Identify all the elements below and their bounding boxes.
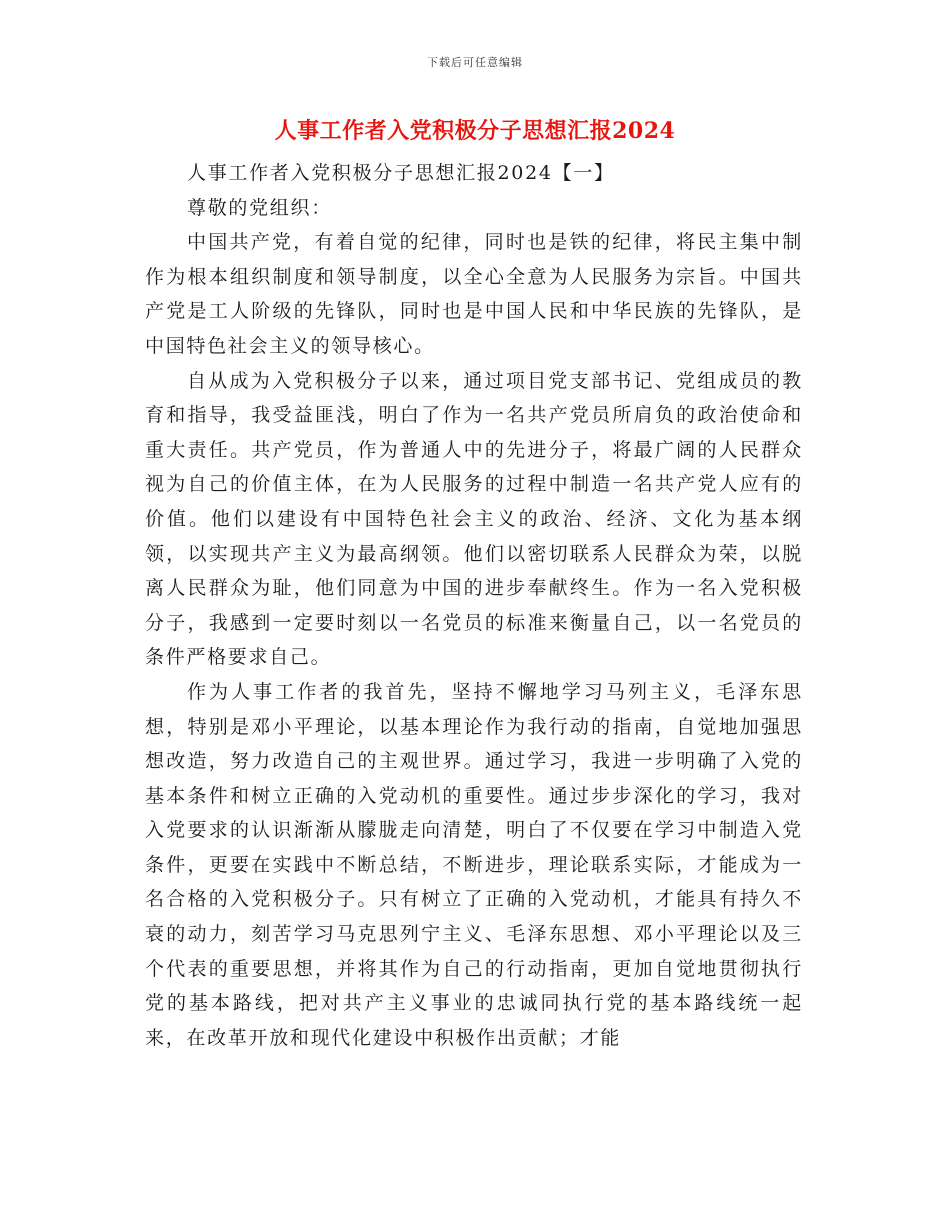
body-paragraph-1: 中国共产党，有着自觉的纪律，同时也是铁的纪律，将民主集中制作为根本组织制度和领导制度，以全心全意为人民服务为宗旨。中国共产党是工人阶级的先锋队，同时也是中国人民和中华民族的先锋队，是中国特色社会主义的领导核心。: [145, 231, 803, 357]
document-body: [145, 156, 803, 1055]
body-paragraph-3: 作为人事工作者的我首先，坚持不懈地学习马列主义，毛泽东思想，特别是邓小平理论，以基本理论作为我行动的指南，自觉地加强思想改造，努力改造自己的主观世界。通过学习，我进一步明确了入党的基本条件和树立正确的入党动机的重要性。通过步步深化的学习，我对入党要求的认识渐渐从朦胧走向清楚，明白了不仅要在学习中制造入党条件，更要在实践中不断总结，不断进步，理论联系实际，才能成为一名合格的入党积极分子。只有树立了正确的入党动机，才能具有持久不衰的动力，刻苦学习马克思列宁主义、毛泽东思想、邓小平理论以及三个代表的重要思想，并将其作为自己的行动指南，更加自觉地贯彻执行党的基本路线，把对共产主义事业的忠诚同执行党的基本路线统一起来，在改革开放和现代化建设中积极作出贡献；才能: [145, 680, 803, 1049]
salutation: 尊敬的党组织：: [187, 196, 332, 219]
page-header-note: 下载后可任意编辑: [427, 56, 523, 69]
body-paragraph-2: 自从成为入党积极分子以来，通过项目党支部书记、党组成员的教育和指导，我受益匪浅，明白了作为一名共产党员所肩负的政治使命和重大责任。共产党员，作为普通人中的先进分子，将最广阔的人民群众视为自己的价值主体，在为人民服务的过程中制造一名共产党人应有的价值。他们以建设有中国特色社会主义的政治、经济、文化为基本纲领，以实现共产主义为最高纲领。他们以密切联系人民群众为荣，以脱离人民群众为耻，他们同意为中国的进步奉献终生。作为一名入党积极分子，我感到一定要时刻以一名党员的标准来衡量自己，以一名党员的条件严格要求自己。: [145, 369, 803, 669]
section-subheading: 人事工作者入党积极分子思想汇报2024【一】: [187, 162, 615, 184]
document-title: 人事工作者入党积极分子思想汇报2024: [274, 118, 676, 144]
